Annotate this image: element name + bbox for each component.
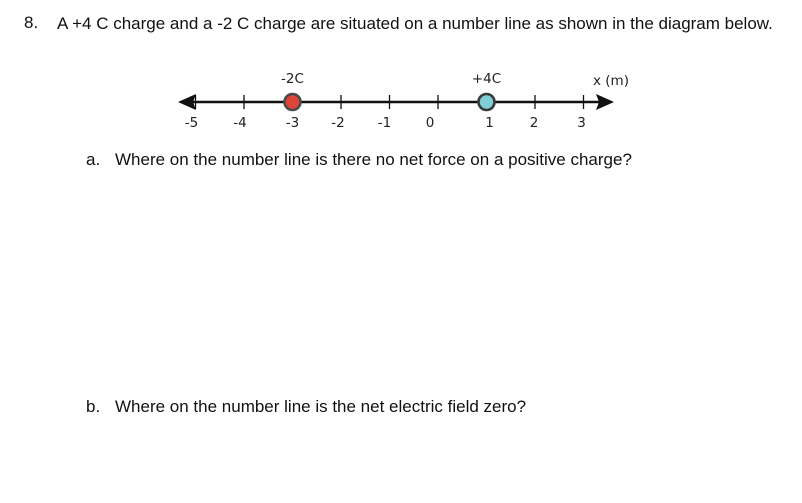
question-number: 8. [24,13,39,32]
tick-label: 3 [577,115,586,131]
tick-marks [196,95,584,109]
tick-label: -4 [233,115,247,131]
right-arrowhead [596,94,614,110]
charges [281,71,501,110]
part-a [86,149,632,171]
question-text: A +4 C charge and a -2 C charge are situated on a number line as shown in the diagram below. [57,14,773,33]
tick-label: -1 [377,115,392,131]
tick-label: -3 [285,115,300,131]
part-b-text: Where on the number line is the net electric field zero? [115,397,527,416]
tick-label: 1 [485,115,494,131]
tick-label: -5 [184,115,199,131]
tick-label: -2 [331,115,345,131]
charge-marker [479,94,495,110]
part-a-text: Where on the number line is there no net force on a positive charge? [115,150,632,169]
charge-label: +4C [471,71,502,87]
part-b [86,396,526,418]
part-a-letter: a. [86,150,101,169]
tick-label: 0 [425,115,435,131]
left-arrowhead [178,94,196,110]
tick-labels [185,115,586,131]
part-b-letter: b. [86,397,101,416]
axis-unit-label: x (m) [593,73,629,89]
charge-marker [285,94,301,110]
tick-label: 2 [529,115,539,131]
charge-label: -2C [281,71,304,87]
